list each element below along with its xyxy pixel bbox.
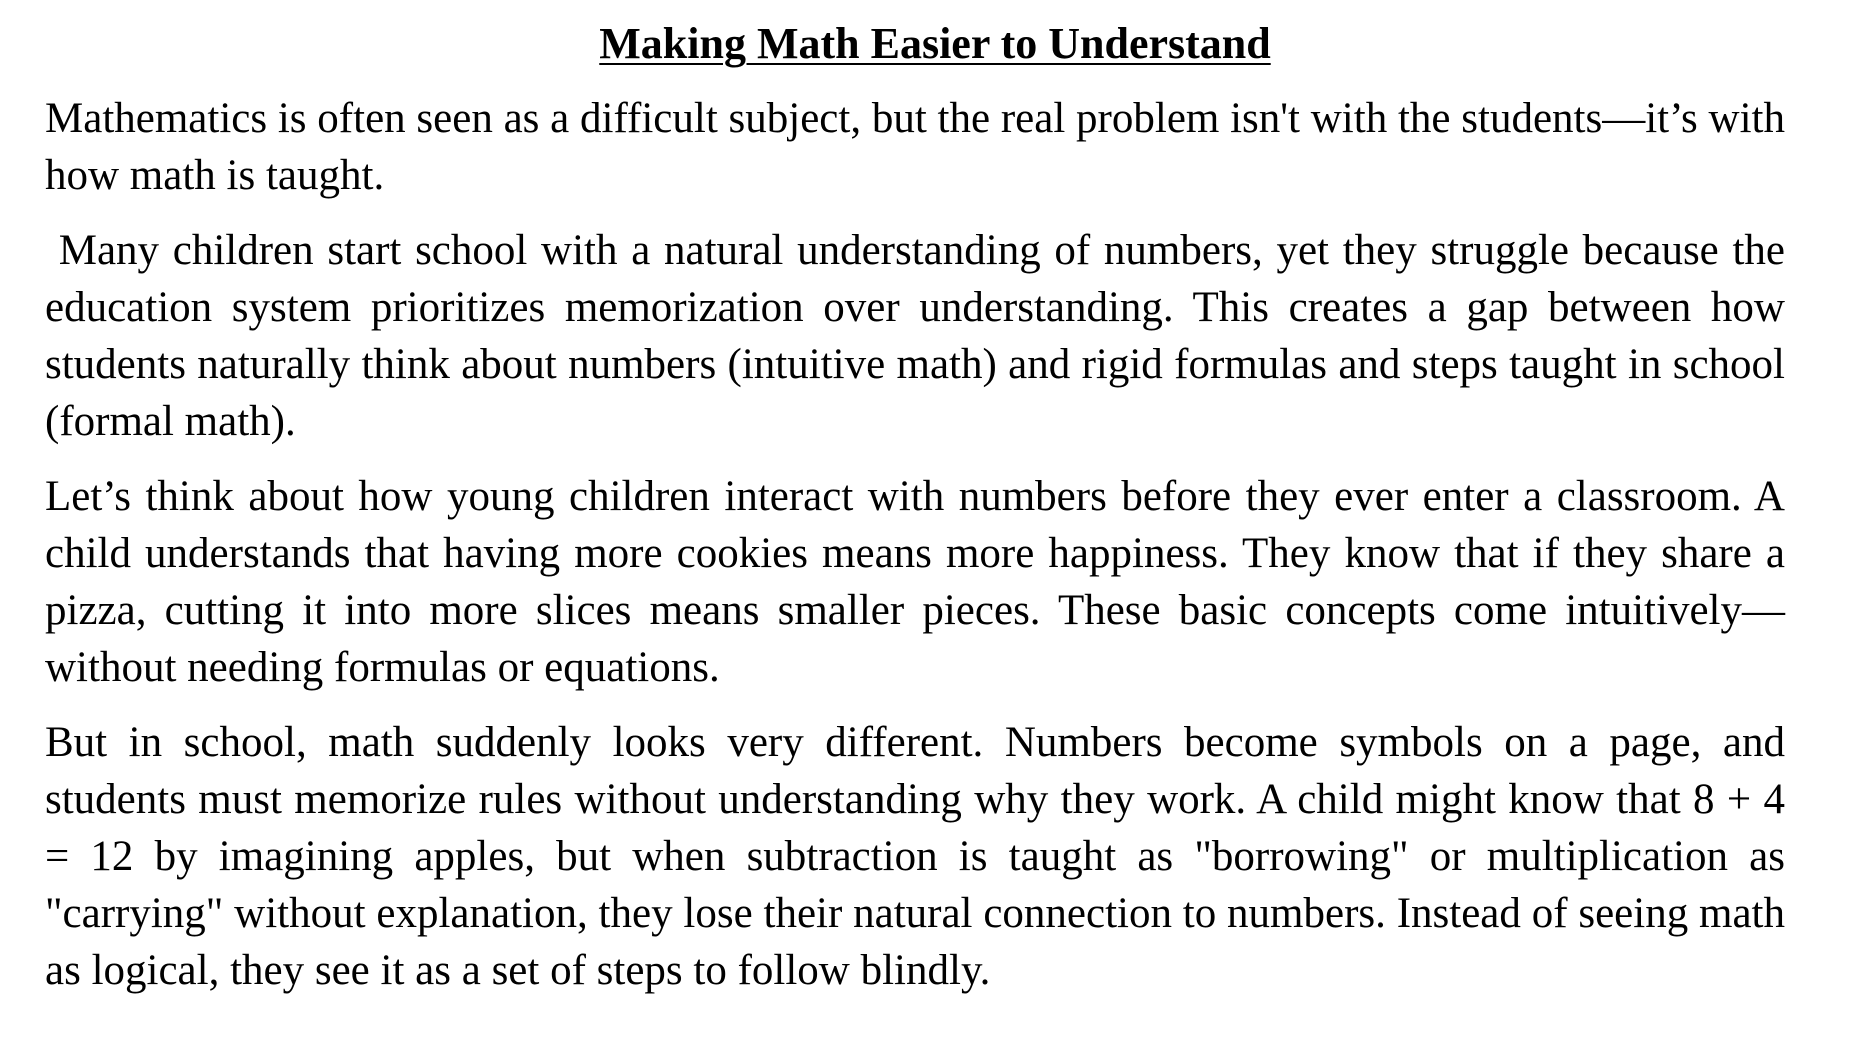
paragraph-3: Let’s think about how young children interact with numbers before they ever enter a classroom. A child understands that having more cookies means more happiness. They know that if they share a pizza, cutting it into more slices means smaller pieces. These basic concepts come intuitively—without needing formulas or equations. — [45, 473, 1785, 691]
paragraph-2: Many children start school with a natural understanding of numbers, yet they struggle because the education system prioritizes memorization over understanding. This creates a gap between how students naturally think about numbers (intuitive math) and rigid formulas and steps taught in school (formal math). — [45, 227, 1796, 445]
document-page — [45, 14, 1796, 1017]
paragraph-4: But in school, math suddenly looks very different. Numbers become symbols on a page, and students must memorize rules without understanding why they work. A child might know that 8 + 4 = 12 by imagining apples, but when subtraction is taught as "borrowing" or multiplication as "carrying" without explanation, they lose their natural connection to numbers. Instead of seeing math as logical, they see it as a set of steps to follow blindly. — [45, 719, 1785, 994]
document-title — [45, 14, 1785, 74]
document-title-text: Making Math Easier to Understand — [599, 19, 1271, 68]
paragraph-1: Mathematics is often seen as a difficult subject, but the real problem isn't with the students—it’s with how math is taught. — [45, 95, 1785, 199]
